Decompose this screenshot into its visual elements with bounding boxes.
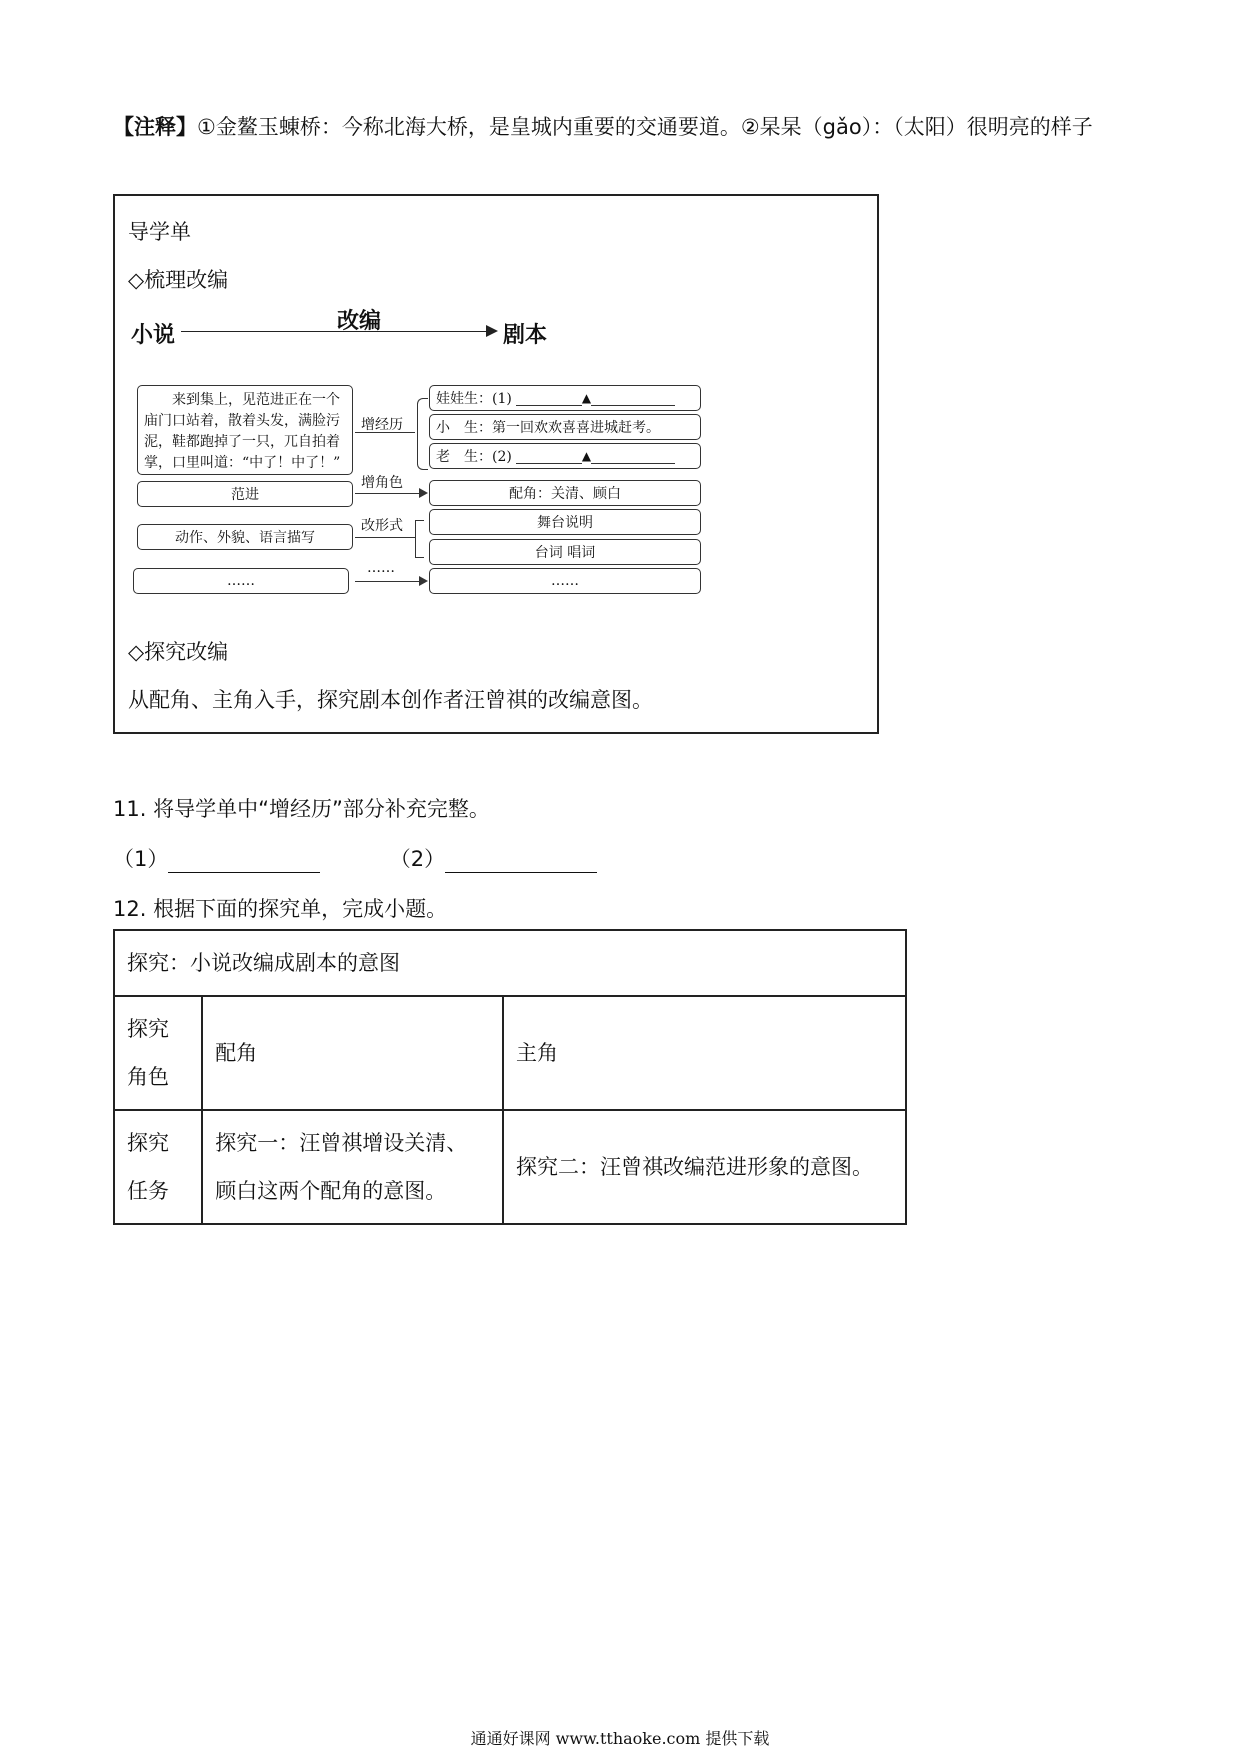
row-task-label	[114, 1110, 202, 1224]
role-young-text: 小 生：第一回欢欢喜喜进城赶考。	[436, 420, 660, 436]
novel-excerpt-line: 来到集上，见范进正在一个	[172, 392, 340, 408]
blank-line	[516, 449, 582, 464]
triangle-icon: ▲	[581, 449, 592, 463]
row-task-label-line: 任务	[127, 1179, 169, 1203]
note-label: 【注释】	[113, 115, 197, 139]
blank-line	[591, 449, 675, 464]
more-right-text: ……	[551, 573, 579, 589]
annotation-note	[113, 103, 1133, 151]
role-baby-box	[429, 385, 701, 411]
role-old-box	[429, 443, 701, 469]
op-more-label: ……	[367, 560, 395, 576]
op-role-line	[355, 493, 421, 494]
lines-box	[429, 539, 701, 565]
blank-1-label: （1）	[113, 847, 169, 871]
adapt-label: 改编	[337, 309, 382, 334]
novel-label: 小说	[131, 323, 176, 348]
fanjin-text: 范进	[231, 487, 259, 503]
blank-2-label: （2）	[389, 847, 446, 871]
cell-task-one	[202, 1110, 503, 1224]
cell-supporting-role: 配角	[202, 996, 503, 1110]
stage-direction-text: 舞台说明	[537, 515, 593, 531]
op-experience-label: 增经历	[361, 417, 403, 433]
experience-brace	[417, 398, 428, 470]
guide-section-explore: ◇探究改编	[128, 640, 229, 664]
guide-desc: 从配角、主角入手，探究剧本创作者汪曾祺的改编意图。	[128, 688, 653, 712]
lines-text: 台词 唱词	[534, 545, 596, 561]
description-text: 动作、外貌、语言描写	[175, 530, 315, 546]
blank-line	[516, 391, 582, 406]
op-role-arrow-head	[419, 488, 428, 498]
question-11: 11. 将导学单中“增经历”部分补充完整。	[113, 797, 490, 821]
blank-1-field[interactable]	[168, 852, 320, 873]
novel-excerpt-line: 掌，口里叫道：“中了！中了！”	[144, 455, 341, 471]
footer-source: 通通好课网 www.tthaoke.com 提供下载	[470, 1729, 770, 1748]
op-form-line	[355, 537, 415, 538]
cell-task-two: 探究二：汪曾祺改编范进形象的意图。	[503, 1110, 906, 1224]
cell-main-role: 主角	[503, 996, 906, 1110]
op-form-label: 改形式	[361, 518, 403, 534]
row-role-label-line: 探究	[127, 1017, 169, 1041]
op-more-arrow-head	[419, 576, 428, 586]
form-brace	[415, 520, 424, 558]
guide-section-sort: ◇梳理改编	[128, 268, 229, 292]
row-role-label	[114, 996, 202, 1110]
question-12: 12. 根据下面的探究单，完成小题。	[113, 897, 448, 921]
table-header: 探究：小说改编成剧本的意图	[114, 930, 906, 996]
role-young-box	[429, 414, 701, 440]
description-box	[137, 524, 353, 550]
adapt-arrow-line	[181, 331, 489, 332]
blank-2-field[interactable]	[445, 852, 597, 873]
novel-excerpt-box	[137, 385, 353, 475]
note-text: ①金鳌玉蝀桥：今称北海大桥，是皇城内重要的交通要道。②杲杲（gǎo）：（太阳）很明亮的样子	[197, 115, 1093, 139]
row-task-label-line: 探究	[127, 1131, 169, 1155]
more-right-box	[429, 568, 701, 594]
script-label: 剧本	[503, 323, 548, 348]
op-experience-line	[355, 432, 415, 433]
task-one-line: 顾白这两个配角的意图。	[215, 1179, 447, 1203]
guide-sheet	[113, 194, 879, 734]
more-left-box	[133, 568, 349, 594]
role-supporting-box	[429, 480, 701, 506]
more-left-text: ……	[227, 573, 255, 589]
question-11-blanks	[113, 843, 597, 873]
blank-line	[591, 391, 675, 406]
role-baby-text: 娃娃生：(1)	[436, 391, 512, 407]
novel-excerpt-line: 庙门口站着，散着头发，满脸污	[144, 413, 340, 429]
role-old-text: 老 生：(2)	[436, 449, 512, 465]
op-more-line	[355, 581, 421, 582]
role-supporting-text: 配角：关清、顾白	[509, 486, 621, 502]
explore-table	[113, 929, 907, 1225]
op-role-label: 增角色	[361, 475, 403, 491]
triangle-icon: ▲	[581, 391, 592, 405]
fanjin-box	[137, 481, 353, 507]
guide-title: 导学单	[128, 220, 191, 244]
adapt-arrow-head	[486, 325, 498, 337]
row-role-label-line: 角色	[127, 1065, 169, 1089]
novel-excerpt-line: 泥，鞋都跑掉了一只，兀自拍着	[144, 434, 340, 450]
adaptation-diagram	[115, 196, 881, 736]
stage-direction-box	[429, 509, 701, 535]
task-one-line: 探究一：汪曾祺增设关清、	[215, 1131, 468, 1155]
